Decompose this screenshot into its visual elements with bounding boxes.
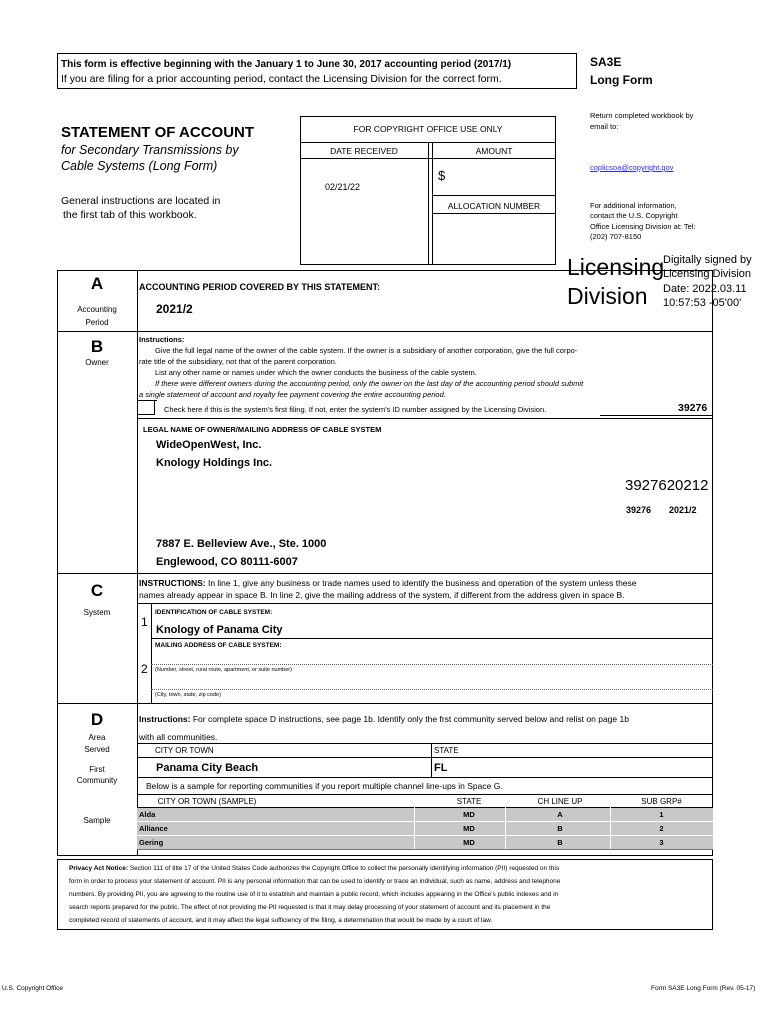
sample-lineup-3: B — [557, 838, 563, 847]
system-id[interactable]: 39276 — [678, 402, 708, 414]
signature-name1: Licensing — [567, 254, 665, 280]
title-sub1: for Secondary Transmissions by — [61, 143, 239, 157]
sample-subgrp-3: 3 — [659, 838, 664, 847]
return-line1: Return completed workbook by — [590, 111, 694, 120]
space-a-heading: ACCOUNTING PERIOD COVERED BY THIS STATEMENT: — [139, 282, 381, 292]
sample-lineup-1: A — [557, 810, 563, 819]
space-d-label4: Community — [76, 776, 118, 785]
email-link[interactable]: coplicsoa@copyright.gov — [590, 163, 674, 172]
space-b-instr2: rate title of the subsidiary, not that of the parent corporation. — [139, 357, 337, 366]
space-d-label2: Served — [84, 745, 110, 754]
space-d-instr2: with all communities. — [139, 732, 218, 742]
street-hint: (Number, street, rural route, apartment, or suite number) — [155, 667, 292, 673]
sample-header-chlineup: CH LINE UP — [537, 797, 583, 806]
signed-line2: Licensing Division — [663, 268, 752, 280]
signature-name2: Division — [567, 283, 648, 309]
space-d-label1: Area — [88, 733, 106, 742]
space-d-label-sample: Sample — [83, 816, 111, 825]
amount-label: AMOUNT — [475, 146, 513, 156]
amount-symbol: $ — [438, 168, 446, 183]
sample-state-3: MD — [463, 838, 475, 847]
general-instr2: the first tab of this workbook. — [63, 209, 197, 221]
id-small: 39276 — [626, 505, 652, 515]
owner-address2[interactable]: Englewood, CO 80111-6007 — [156, 556, 298, 568]
system-name[interactable]: Knology of Panama City — [156, 624, 283, 636]
sample-city-1: Alda — [139, 810, 156, 819]
sample-subgrp-2: 2 — [659, 824, 664, 833]
space-c-letter: C — [90, 581, 104, 600]
space-c-instr-heading: INSTRUCTIONS: — [139, 578, 206, 588]
privacy-line2: form in order to process your statement of account. PII is any personal information that can be used to identify or trace an individual, such as name, address and telephone — [69, 878, 561, 885]
mailing-label: MAILING ADDRESS OF CABLE SYSTEM: — [155, 642, 282, 649]
sample-lineup-2: B — [557, 824, 563, 833]
city-hint: (City, town, state, zip code) — [155, 692, 221, 698]
first-community-city[interactable]: Panama City Beach — [156, 762, 259, 774]
space-a-label1: Accounting — [77, 305, 117, 314]
sample-state-2: MD — [463, 824, 475, 833]
info-line3: Office Licensing Division at: Tel: — [590, 222, 696, 231]
general-instr1: General instructions are located in — [61, 195, 221, 207]
page-title: STATEMENT OF ACCOUNT — [61, 124, 255, 141]
space-b-instr3: List any other name or names under which the owner conducts the business of the cable system. — [155, 368, 477, 377]
privacy-line1 — [69, 865, 559, 872]
space-a-letter: A — [90, 274, 104, 293]
sample-header-state: STATE — [456, 797, 482, 806]
space-b-instr5: a single statement of account and royalty fee payment covering the entire accounting period. — [139, 390, 446, 399]
privacy-heading: Privacy Act Notice: — [69, 865, 129, 872]
date-received-label: DATE RECEIVED — [330, 146, 398, 156]
info-line1: For additional information, — [590, 201, 677, 210]
first-filing-text: Check here if this is the system's first filing. If not, enter the system's ID number assigned by the Licensing Division. — [164, 405, 547, 414]
legal-name-label: LEGAL NAME OF OWNER/MAILING ADDRESS OF CABLE SYSTEM — [143, 425, 382, 434]
space-d-instr-heading: Instructions: — [139, 714, 191, 724]
space-b-instr1: Give the full legal name of the owner of the cable system. If the owner is a subsidiary of another corporation, give the full corpo- — [155, 346, 578, 355]
state-label: STATE — [434, 746, 459, 755]
space-c-instr2: names already appear in space B. In line 2, give the mailing address of the system, if different from the address given in space B. — [139, 590, 625, 600]
date-received-value: 02/21/22 — [325, 182, 361, 192]
owner-address1[interactable]: 7887 E. Belleview Ave., Ste. 1000 — [156, 538, 327, 550]
privacy-line4: search reports prepared for the public. The effect of not providing the PII requested is that it may delay processing of your statement of account and its placement in the — [69, 904, 551, 911]
sample-header-subgrp: SUB GRP# — [641, 797, 682, 806]
info-line2: contact the U.S. Copyright — [590, 211, 678, 220]
line1-number: 1 — [141, 615, 148, 629]
info-line4: (202) 707-8150 — [590, 232, 642, 241]
sample-subgrp-1: 1 — [659, 810, 664, 819]
title-sub2: Cable Systems (Long Form) — [61, 159, 218, 173]
space-d-label3: First — [89, 765, 105, 774]
space-b-letter: B — [90, 337, 104, 356]
ident-label: IDENTIFICATION OF CABLE SYSTEM: — [155, 609, 273, 616]
signed-line1: Digitally signed by — [663, 254, 752, 266]
sample-city-3: Gering — [139, 838, 164, 847]
first-community-state[interactable]: FL — [434, 762, 448, 774]
space-b-label: Owner — [85, 358, 109, 367]
line2-number: 2 — [141, 662, 148, 676]
office-use-heading: FOR COPYRIGHT OFFICE USE ONLY — [353, 124, 503, 134]
owner-name1[interactable]: WideOpenWest, Inc. — [156, 439, 262, 451]
sample-state-1: MD — [463, 810, 475, 819]
signed-line3: Date: 2022.03.11 — [663, 283, 747, 295]
owner-name2[interactable]: Knology Holdings Inc. — [156, 457, 273, 469]
form-name: Long Form — [590, 73, 653, 87]
sample-city-2: Alliance — [139, 824, 168, 833]
space-b-instr-heading: Instructions: — [139, 335, 185, 344]
form-code: SA3E — [590, 55, 622, 69]
space-d-instr1-text: For complete space D instructions, see page 1b. Identify only the frst community served below and relist on page 1b — [190, 714, 629, 724]
effective-line1: This form is effective beginning with the January 1 to June 30, 2017 accounting period (2017/1) — [61, 59, 512, 70]
space-c-label: System — [83, 608, 111, 617]
privacy-line5: completed record of statements of account, and it may affect the legal sufficiency of the filing, a determination that would be made by a court of law. — [69, 917, 493, 924]
footer-left: U.S. Copyright Office — [2, 985, 63, 992]
return-line2: email to: — [590, 122, 619, 131]
space-b-instr4: If there were different owners during the accounting period, only the owner on the last day of the accounting period should submit — [155, 379, 584, 388]
footer-right: Form SA3E Long Form (Rev. 05-17) — [651, 985, 756, 992]
space-c-instr1-text: In line 1, give any business or trade names used to identify the business and operation of the system unless these — [205, 578, 637, 588]
space-c-instr1 — [139, 578, 637, 588]
space-a-label2: Period — [85, 318, 109, 327]
accounting-period[interactable]: 2021/2 — [156, 302, 193, 316]
privacy-line3: numbers. By providing PII, you are agreeing to the routine use of it to establish and maintain a public record, which includes appearing in the Office's public indexes and in — [69, 891, 559, 898]
space-d-instr1 — [139, 714, 629, 724]
privacy-line1-text: Section 111 of title 17 of the United States Code authorizes the Copyright Office to collect the personally identifying information (PII) requested on this — [128, 865, 560, 872]
barcode-number: 3927620212 — [625, 477, 709, 494]
city-label: CITY OR TOWN — [155, 746, 214, 755]
sample-note: Below is a sample for reporting communities if you report multiple channel line-ups in Space G. — [146, 781, 503, 791]
period-small: 2021/2 — [669, 505, 697, 515]
space-d-letter: D — [90, 710, 104, 729]
first-filing-checkbox[interactable] — [137, 400, 155, 415]
allocation-label: ALLOCATION NUMBER — [447, 201, 541, 211]
effective-line2: If you are filing for a prior accounting period, contact the Licensing Division for the correct form. — [61, 73, 502, 85]
sample-header-city: CITY OR TOWN (SAMPLE) — [157, 797, 257, 806]
signed-line4: 10:57:53 -05'00' — [663, 297, 742, 309]
